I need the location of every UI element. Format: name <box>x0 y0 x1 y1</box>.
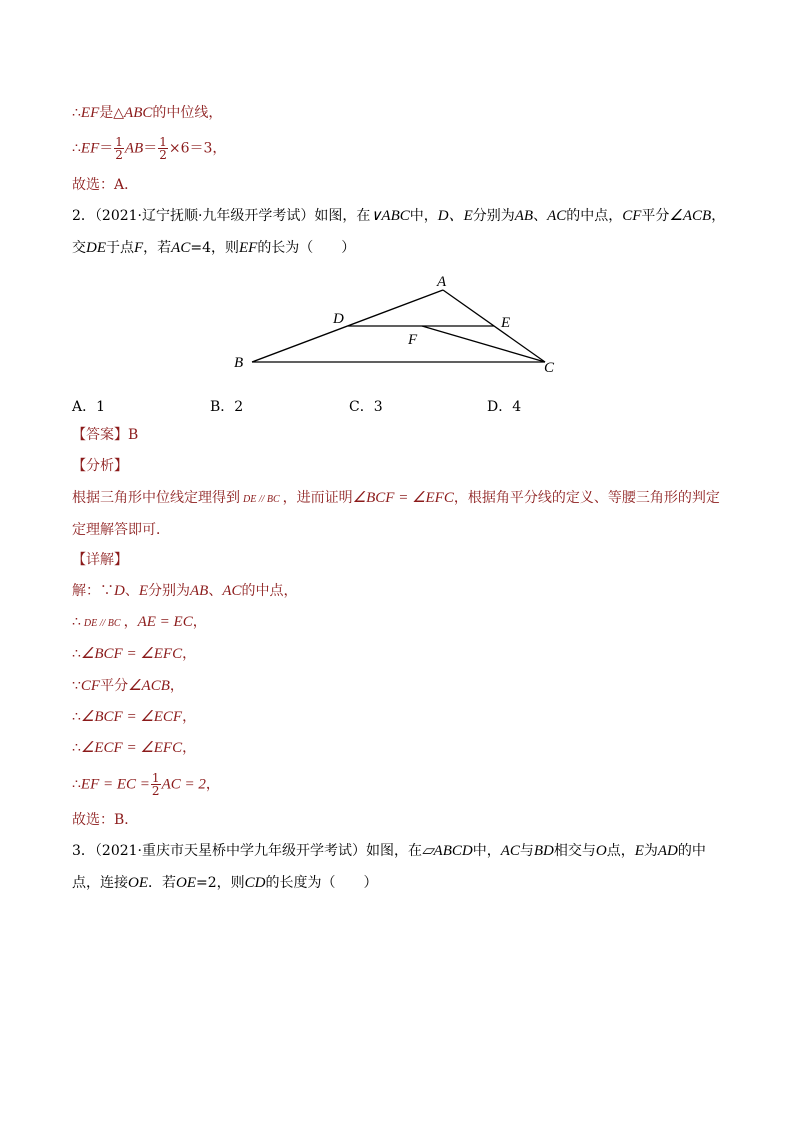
detail-tag: 【详解】 <box>72 552 128 568</box>
detail-line1 <box>72 581 298 601</box>
option-c: C．3 <box>349 399 383 415</box>
detail-line3 <box>72 644 196 664</box>
therefore-symbol: ∴ <box>72 776 81 793</box>
equals: ＝ <box>143 140 158 157</box>
text: ， <box>123 614 138 630</box>
segment-ac: AC <box>222 583 242 599</box>
question-3-stem-line2 <box>72 873 377 893</box>
text: 相交与 <box>553 843 596 859</box>
segment-ef: EF <box>80 105 100 121</box>
label-c: C <box>544 360 555 376</box>
therefore-symbol: ∴ <box>72 614 81 630</box>
text: ， <box>711 208 726 224</box>
choose-answer-a: 故选：A． <box>72 177 139 193</box>
text: ，根据角平分线的定义、等腰三角形的判定 <box>453 490 720 506</box>
analysis-tag: 【分析】 <box>72 458 128 474</box>
angle-equation: ∠BCF = ∠EFC <box>352 490 454 506</box>
label-e: E <box>501 315 511 331</box>
text: 解：∵ <box>72 583 114 599</box>
segment-de: DE <box>86 240 106 256</box>
label-d: D <box>333 311 344 327</box>
analysis-line1 <box>72 488 720 510</box>
angle-equation: ∠ECF = ∠EFC <box>80 740 183 756</box>
triangle-abc: ABC <box>124 105 153 121</box>
text: =2，则 <box>196 875 245 891</box>
angle-equation: ∠BCF = ∠EFC <box>80 646 183 662</box>
text: 是△ <box>99 105 125 121</box>
analysis-line2: 定理解答即可． <box>72 522 170 538</box>
detail-line2 <box>72 612 207 634</box>
point-f: F <box>134 240 144 256</box>
text: 分别为 <box>148 583 191 599</box>
option-b: B．2 <box>210 399 244 415</box>
segment-ab: AB <box>190 583 209 599</box>
therefore-symbol: ∴ <box>72 709 81 725</box>
triangle-abc: ∨ABC <box>370 208 410 224</box>
detail-line5 <box>72 707 196 727</box>
text: ， <box>192 614 207 630</box>
text: 平分 <box>641 208 670 224</box>
denominator: 2 <box>159 148 167 162</box>
ef-equals-ec: EF = EC = <box>80 776 150 793</box>
segment-ef: EF <box>238 240 258 256</box>
de-parallel-bc: DE // BC <box>243 494 280 505</box>
ac-equals-2: AC = 2 <box>161 776 206 793</box>
point-o: O <box>595 843 607 859</box>
detail-line7 <box>72 772 220 797</box>
because-symbol: ∵ <box>72 678 81 694</box>
denominator: 2 <box>151 784 160 798</box>
segment-cd: CD <box>244 875 266 891</box>
text: 为 <box>643 843 658 859</box>
angle-equation: ∠BCF = ∠ECF <box>80 709 183 725</box>
fraction-one-half <box>151 772 161 797</box>
text: 平分 <box>100 678 129 694</box>
text: 中， <box>409 208 438 224</box>
text: ，进而证明 <box>282 490 353 506</box>
numerator: 1 <box>115 135 123 149</box>
segment-oe: OE <box>128 875 148 891</box>
answer-tag: 【答案】 <box>72 427 128 443</box>
answer-line <box>72 425 138 445</box>
segment-bd: BD <box>533 843 554 859</box>
text: ， <box>182 709 197 725</box>
label-b: B <box>234 355 244 371</box>
text: 、 <box>208 583 223 599</box>
segment-cf: CF <box>622 208 642 224</box>
angle-acb: ∠ACB <box>128 678 170 694</box>
therefore-symbol: ∴ <box>72 740 81 756</box>
segment-oe: OE <box>176 875 196 891</box>
text: 的中 <box>677 843 706 859</box>
denominator: 2 <box>115 148 123 162</box>
segment-cf: CF <box>80 678 101 694</box>
option-d: D．4 <box>487 399 522 415</box>
text: ．若 <box>148 875 176 891</box>
text: 、 <box>124 583 139 599</box>
text: ， <box>182 740 197 756</box>
label-f: F <box>408 332 418 348</box>
parallelogram-abcd: ▱ABCD <box>422 843 473 859</box>
detail-line6 <box>72 738 196 758</box>
numerator: 1 <box>151 771 160 785</box>
de-parallel-bc: DE // BC <box>83 618 121 629</box>
text: ， <box>182 646 197 662</box>
therefore-symbol: ∴ <box>72 646 81 662</box>
segment-ab: AB <box>514 208 534 224</box>
text: 点， <box>606 843 635 859</box>
text: 的长为（ ） <box>257 240 356 256</box>
text: ，若 <box>143 240 172 256</box>
therefore-symbol: ∴ <box>72 105 81 121</box>
text: 分别为 <box>472 208 515 224</box>
therefore-symbol: ∴ <box>72 140 81 157</box>
text: 2．（2021·辽宁抚顺·九年级开学考试）如图，在 <box>72 208 371 224</box>
numerator: 1 <box>159 135 167 149</box>
text: 交 <box>72 240 86 256</box>
equals: ＝ <box>99 140 114 157</box>
text: 与 <box>519 843 534 859</box>
text: 、 <box>533 208 548 224</box>
text: ， <box>169 678 184 694</box>
segment-ac: AC <box>547 208 567 224</box>
text: ， <box>205 776 220 793</box>
question-3-stem-line1 <box>72 841 706 861</box>
segment-fc <box>422 326 545 362</box>
detail-line4 <box>72 676 184 696</box>
segment-ad: AD <box>657 843 678 859</box>
segment-ac: AC <box>500 843 520 859</box>
option-a: A．1 <box>72 399 106 415</box>
text: 点，连接 <box>72 875 128 891</box>
text: 于点 <box>106 240 134 256</box>
text: 的中位线， <box>152 105 223 121</box>
point-d: D <box>114 583 125 599</box>
text: 中， <box>472 843 501 859</box>
segment-ac: AC <box>171 240 191 256</box>
point-e: E <box>634 843 644 859</box>
text: 3．（2021·重庆市天星桥中学九年级开学考试）如图，在 <box>72 843 422 859</box>
points-d-e: D、E <box>437 208 473 224</box>
text: 根据三角形中位线定理得到 <box>72 490 240 506</box>
label-a: A <box>437 274 447 290</box>
text: 的中点， <box>241 583 298 599</box>
text: ×6＝3， <box>168 140 227 157</box>
segment-ab: AB <box>124 140 144 157</box>
choose-answer-b: 故选：B． <box>72 812 139 828</box>
text: =4，则 <box>190 240 239 256</box>
text: 的中点， <box>566 208 623 224</box>
ae-equals-ec: AE = EC <box>137 614 193 630</box>
angle-acb: ∠ACB <box>669 208 712 224</box>
answer-value: B <box>128 427 139 443</box>
point-e: E <box>138 583 149 599</box>
segment-ef: EF <box>80 140 100 157</box>
text: 的长度为（ ） <box>265 875 378 891</box>
